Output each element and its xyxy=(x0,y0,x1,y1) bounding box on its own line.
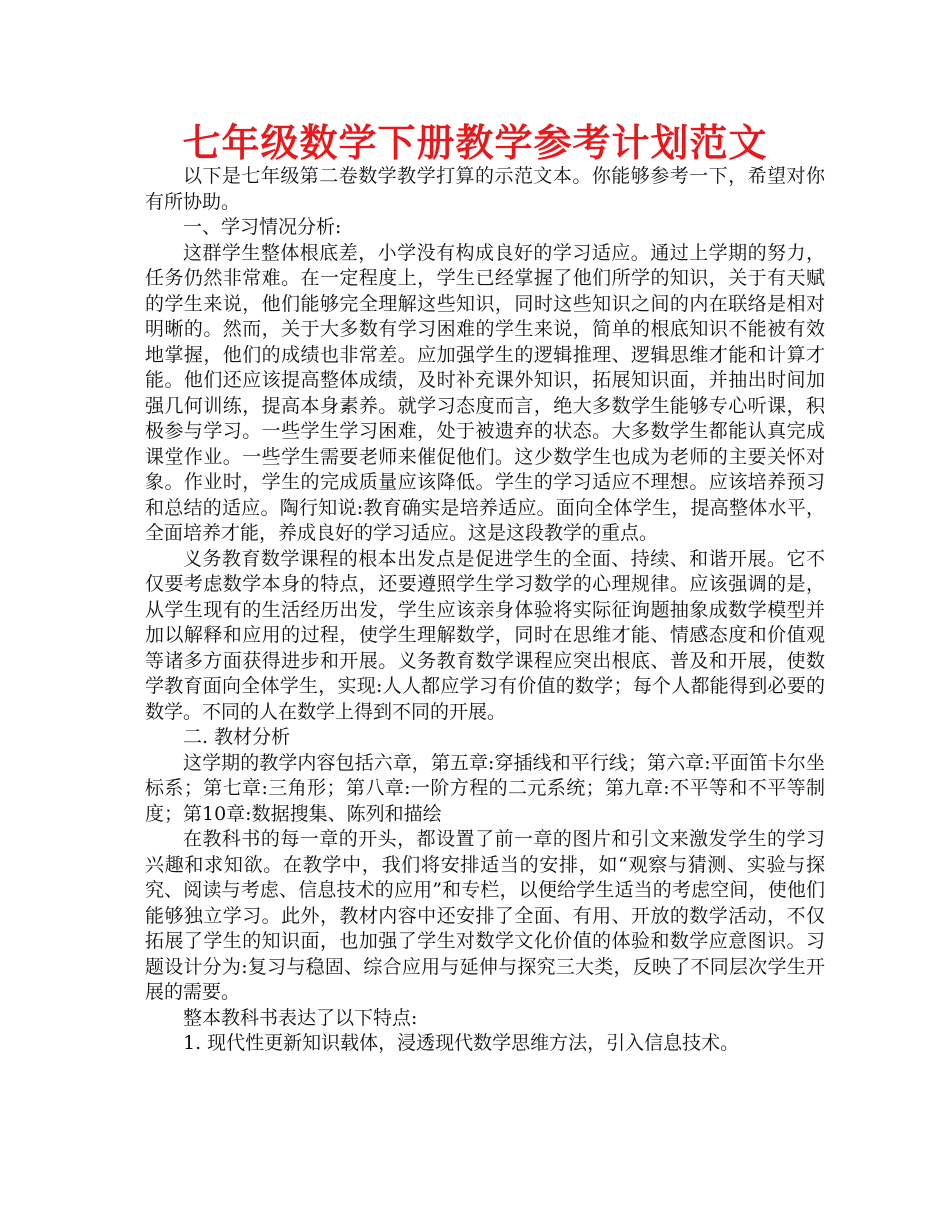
section-heading-textbook-analysis: 二. 教材分析 xyxy=(183,726,291,748)
body-paragraph: 义务教育数学课程的根本出发点是促进学生的全面、持续、和谐开展。它不仅要考虑数学本身的特点，还要遵照学生学习数学的心理规律。应该强调的是，从学生现有的生活经历出发，学生应该亲身体验将实际征询题抽象成数学模型并加以解释和应用的过程，使学生理解数学，同时在思维才能、情感态度和价值观等诸多方面获得进步和开展。义务教育数学课程应突出根底、普及和开展，使数学教育面向全体学生，实现:人人都应学习有价值的数学；每个人都能得到必要的数学。不同的人在数学上得到不同的开展。 xyxy=(145,547,825,723)
section-heading-learning-analysis: 一、学习情况分析: xyxy=(183,216,342,238)
body-paragraph: 整本教科书表达了以下特点: xyxy=(183,1006,418,1029)
body-paragraph: 在教科书的每一章的开头，都设置了前一章的图片和引文来激发学生的学习兴趣和求知欲。在教学中，我们将安排适当的安排，如“观察与猜测、实验与探究、阅读与考虑、信息技术的应用”和专栏，以便给学生适当的考虑空间，使他们能够独立学习。此外，教材内容中还安排了全面、有用、开放的数学活动，不仅拓展了学生的知识面，也加强了学生对数学文化价值的体验和数学应意图识。习题设计分为:复习与稳固、综合应用与延伸与探究三大类，反映了不同层次学生开展的需要。 xyxy=(145,828,825,1003)
body-paragraph: 这群学生整体根底差，小学没有构成良好的学习适应。通过上学期的努力，任务仍然非常难。在一定程度上，学生已经掌握了他们所学的知识，关于有天赋的学生来说，他们能够完全理解这些知识，同时这些知识之间的内在联络是相对明晰的。然而，关于大多数有学习困难的学生来说，简单的根底知识不能被有效地掌握，他们的成绩也非常差。应加强学生的逻辑推理、逻辑思维才能和计算才能。他们还应该提高整体成绩，及时补充课外知识，拓展知识面，并抽出时间加强几何训练，提高本身素养。就学习态度而言，绝大多数学生能够专心听课，积极参与学习。一些学生学习困难，处于被遗弃的状态。大多数学生都能认真完成课堂作业。一些学生需要老师来催促他们。这少数学生也成为老师的主要关怀对象。作业时，学生的完成质量应该降低。学生的学习适应不理想。应该培养预习和总结的适应。陶行知说:教育确实是培养适应。面向全体学生，提高整体水平，全面培养才能，养成良好的学习适应。这是这段教学的重点。 xyxy=(145,241,825,544)
list-item: 1. 现代性更新知识载体，浸透现代数学思维方法，引入信息技术。 xyxy=(183,1032,740,1054)
document-body xyxy=(145,164,825,1057)
body-paragraph: 这学期的教学内容包括六章，第五章:穿插线和平行线；第六章:平面笛卡尔坐标系；第七章:三角形；第八章:一阶方程的二元系统；第九章:不平等和不平等制度；第10章:数据搜集、陈列和描绘 xyxy=(145,751,825,825)
document-title: 七年级数学下册教学参考计划范文 xyxy=(182,121,768,165)
intro-paragraph: 以下是七年级第二卷数学教学打算的示范文本。你能够参考一下，希望对你有所协助。 xyxy=(145,165,825,213)
